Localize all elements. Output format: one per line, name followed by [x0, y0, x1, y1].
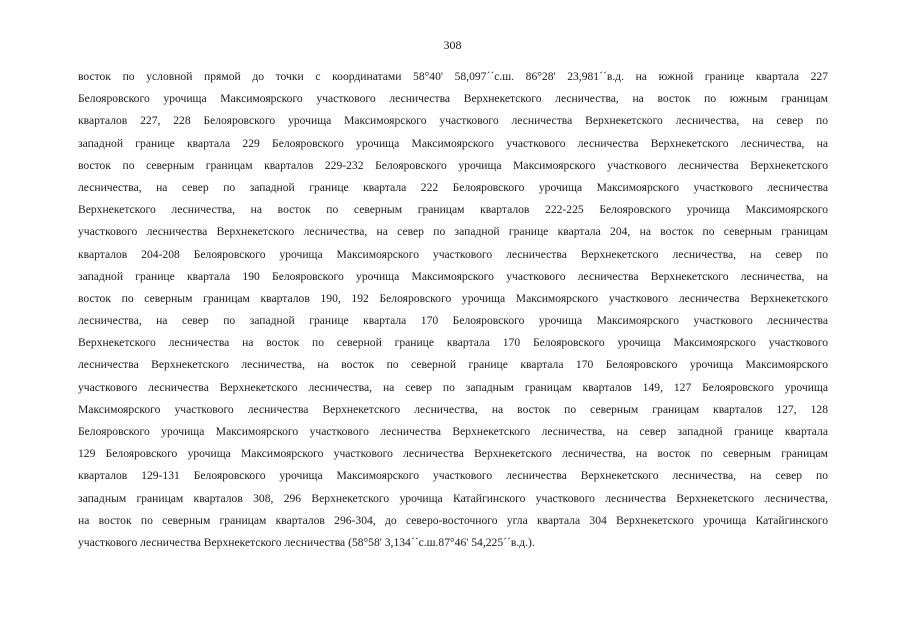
text-line: восток по северным границам кварталов 190, 192 Белояровского урочища Максимоярского участкового лесничества Верхнекетского — [78, 291, 828, 305]
text-line: кварталов 204-208 Белояровского урочища Максимоярского участкового лесничества Верхнекетского лесничества, на север по — [78, 247, 828, 261]
text-line: лесничества Верхнекетского лесничества, на восток по северной границе квартала 170 Белояровского урочища Максимоярского — [78, 358, 828, 372]
text-line: кварталов 129-131 Белояровского урочища Максимоярского участкового лесничества Верхнекетского лесничества, на север по — [78, 469, 828, 483]
text-line: на восток по северным границам кварталов 296-304, до северо-восточного угла квартала 304 Верхнекетского урочища Катайгинского — [78, 513, 828, 527]
text-line: восток по северным границам кварталов 229-232 Белояровского урочища Максимоярского участкового лесничества Верхнекетского — [78, 158, 828, 172]
text-line: Белояровского урочища Максимоярского участкового лесничества Верхнекетского лесничества, на север западной границе квартала — [78, 425, 828, 438]
text-line-last: участкового лесничества Верхнекетского лесничества (58°58' 3,134´´с.ш.87°46' 54,225´´в.д.). — [78, 535, 535, 549]
page-number: 308 — [443, 38, 462, 52]
body-text — [78, 66, 828, 554]
text-line: западным границам кварталов 308, 296 Верхнекетского урочища Катайгинского участкового лесничества Верхнекетского лесничества, — [78, 491, 828, 505]
text-line: Верхнекетского лесничества на восток по северной границе квартала 170 Белояровского урочища Максимоярского участкового — [78, 336, 828, 350]
text-line: кварталов 227, 228 Белояровского урочища Максимоярского участкового лесничества Верхнекетского лесничества, на север по — [78, 114, 828, 128]
text-line: Максимоярского участкового лесничества Верхнекетского лесничества, на восток по северным границам кварталов 127, 128 — [78, 402, 828, 416]
text-line: восток по условной прямой до точки с координатами 58°40' 58,097´´с.ш. 86°28' 23,981´´в.д. на южной границе квартала 227 — [78, 70, 828, 83]
text-line: 129 Белояровского урочища Максимоярского участкового лесничества Верхнекетского лесничества, на восток по северным границам — [78, 447, 828, 461]
text-line: Белояровского урочища Максимоярского участкового лесничества Верхнекетского лесничества, на восток по южным границам — [78, 92, 828, 106]
text-line: участкового лесничества Верхнекетского лесничества, на север по западным границам кварталов 149, 127 Белояровского урочища — [78, 380, 828, 394]
text-line: Верхнекетского лесничества, на восток по северным границам кварталов 222-225 Белояровского урочища Максимоярского — [78, 203, 828, 217]
text-line: лесничества, на север по западной границе квартала 222 Белояровского урочища Максимоярского участкового лесничества — [78, 180, 828, 194]
text-line: лесничества, на север по западной границе квартала 170 Белояровского урочища Максимоярского участкового лесничества — [78, 314, 828, 328]
text-line: западной границе квартала 229 Белояровского урочища Максимоярского участкового лесничества Верхнекетского лесничества, на — [78, 136, 828, 150]
text-line: участкового лесничества Верхнекетского лесничества, на север по западной границе квартала 204, на восток по северным границам — [78, 225, 828, 239]
text-line: западной границе квартала 190 Белояровского урочища Максимоярского участкового лесничества Верхнекетского лесничества, на — [78, 269, 828, 283]
